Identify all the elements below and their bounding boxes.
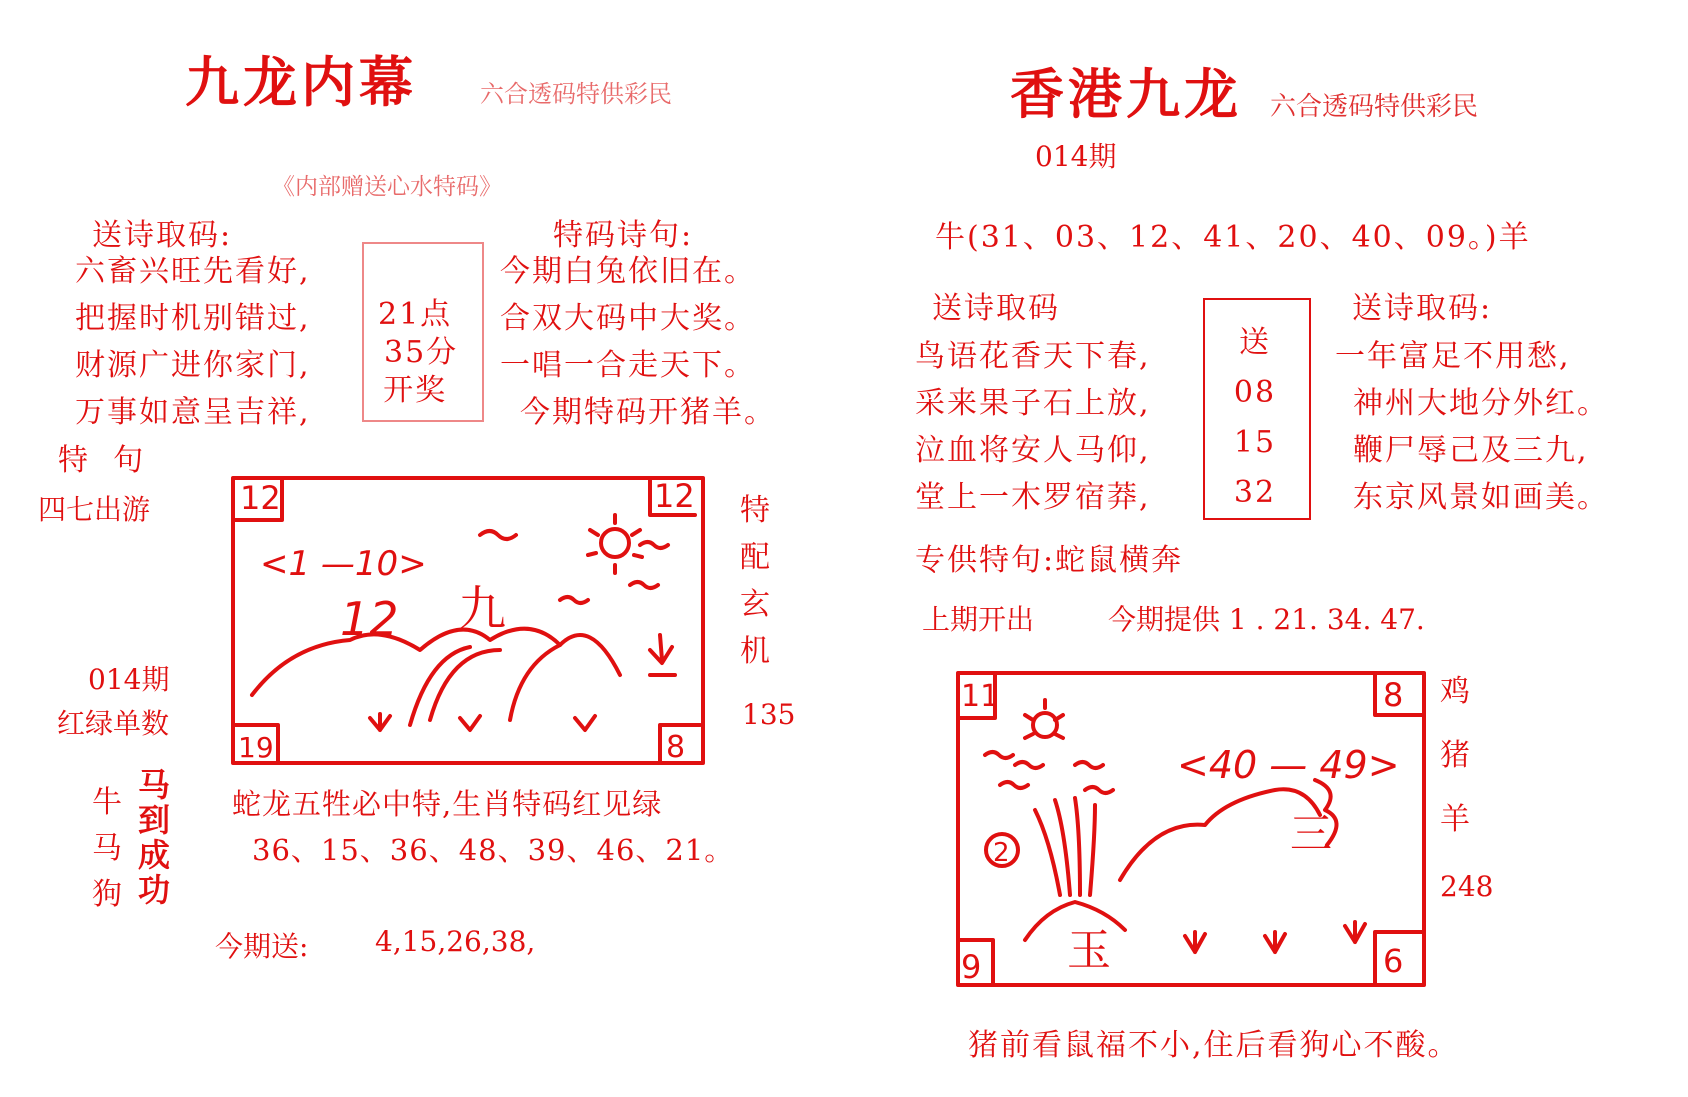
right-poem-heading-right: 送诗取码: (1352, 291, 1493, 326)
right-poem-right (1335, 333, 1609, 521)
draw-time (372, 296, 458, 410)
left-title: 九龙内幕 (185, 50, 417, 114)
right-numbers-line: 牛(31、03、12、41、20、40、09。)羊 (935, 220, 1531, 255)
tejv-label: 特 句 (58, 443, 146, 478)
sketch-char: 三 (1290, 809, 1333, 858)
poem-line: 神州大地分外红。 (1353, 386, 1609, 421)
poem-line: 财源广进你家门, (75, 348, 311, 383)
bird-icon (985, 752, 1113, 793)
mountain-ridge (252, 629, 620, 695)
sun-icon (601, 529, 629, 557)
corner-tr: 8 (1383, 676, 1404, 714)
bird-icon (480, 531, 516, 539)
box-number: 08 (1233, 375, 1277, 410)
right-bottom-line: 猪前看鼠福不小,住后看狗心不酸。 (968, 1028, 1460, 1063)
side-char: 猪 (1440, 738, 1472, 773)
zodiac-char: 功 (138, 871, 171, 909)
box-number: 15 (1233, 425, 1277, 460)
provide-line: 今期提供 1 . 21. 34. 47. (1108, 603, 1425, 636)
left-subtitle: 六合透码特供彩民 (480, 80, 672, 108)
right-title: 香港九龙 (1010, 62, 1242, 126)
box-label: 送 (1239, 325, 1271, 360)
send-box-content (1203, 318, 1307, 518)
special-line: 合双大码中大奖。 (500, 301, 756, 336)
side-char: 机 (740, 634, 772, 669)
send-label: 今期送: (215, 930, 309, 963)
zodiac-char: 成 (138, 836, 171, 874)
circled-number: 2 (993, 838, 1010, 868)
corner-bl: 19 (238, 731, 274, 764)
right-poem-heading-left: 送诗取码 (932, 291, 1060, 326)
arrow-icon (650, 635, 675, 675)
poem-line: 东京风景如画美。 (1353, 480, 1609, 515)
left-slogan: 蛇龙五牲必中特,生肖特码红见绿 (232, 787, 663, 821)
right-issue: 014期 (1035, 140, 1117, 173)
bird-icon (630, 582, 658, 588)
last-label: 上期开出 (922, 603, 1035, 636)
box-number: 32 (1233, 475, 1277, 510)
side-char: 特 (740, 493, 772, 528)
left-side-number: 135 (742, 698, 796, 731)
zodiac-char: 马 (92, 831, 122, 866)
corner-br: 6 (1383, 942, 1404, 980)
poem-line: 鸟语花香天下春, (915, 339, 1151, 374)
side-char: 鸡 (1440, 674, 1472, 709)
corner-tr: 12 (654, 477, 695, 515)
draw-time-hour: 21点 (378, 297, 453, 332)
corner-tl: 11 (961, 679, 1000, 714)
side-char: 玄 (740, 587, 772, 622)
draw-time-label: 开奖 (383, 373, 448, 408)
sketch-bottom-char: 玉 (1067, 925, 1111, 976)
grass-icon (1185, 922, 1365, 952)
reed-icon (1035, 798, 1095, 895)
right-poem-left (915, 333, 1151, 521)
grass-icon (370, 714, 595, 730)
bird-icon (640, 542, 668, 548)
poem-line: 一年富足不用愁, (1335, 339, 1571, 374)
right-side-vertical (1440, 660, 1472, 852)
corner-tl: 12 (240, 479, 281, 517)
right-sketch (955, 670, 1430, 988)
corner-br: 8 (666, 730, 686, 765)
left-sketch (230, 475, 710, 770)
left-issue: 014期 (88, 663, 170, 696)
mountain-slope (410, 645, 560, 725)
poem-line: 鞭尸辱己及三九, (1353, 433, 1589, 468)
draw-time-minute: 35分 (384, 335, 459, 370)
bird-icon (560, 597, 588, 603)
corner-bl: 9 (961, 948, 982, 986)
left-side-vertical (740, 487, 772, 675)
right-side-number: 248 (1440, 870, 1494, 903)
poem-line: 把握时机别错过, (75, 301, 311, 336)
send-numbers: 4,15,26,38, (375, 925, 536, 958)
left-poem (75, 248, 311, 436)
left-gift-heading: 《内部赠送心水特码》 (272, 174, 502, 200)
left-numbers: 36、15、36、48、39、46、21。 (252, 833, 735, 867)
left-color-hint: 红绿单数 (57, 707, 170, 740)
special-phrase: 专供特句:蛇鼠横奔 (915, 543, 1184, 578)
poem-line: 堂上一木罗宿莽, (915, 480, 1151, 515)
sun-rays (1025, 700, 1063, 738)
sketch-char: 九 (458, 581, 507, 637)
special-line: 一唱一合走天下。 (500, 348, 756, 383)
special-line: 今期白兔依旧在。 (500, 254, 756, 289)
left-special-heading: 特码诗句: (553, 218, 694, 253)
poem-line: 六畜兴旺先看好, (75, 254, 311, 289)
side-char: 配 (740, 540, 772, 575)
poem-line: 泣血将安人马仰, (915, 433, 1151, 468)
left-poem-heading: 送诗取码: (92, 218, 233, 253)
left-special-lines (500, 248, 776, 436)
sketch-number: 12 (340, 592, 399, 646)
sketch-range: <1 —10> (260, 544, 427, 584)
poem-line: 采来果子石上放, (915, 386, 1151, 421)
zodiac-col2 (138, 768, 170, 908)
right-subtitle: 六合透码特供彩民 (1270, 92, 1479, 122)
sun-rays (588, 515, 642, 573)
zodiac-char: 到 (138, 801, 171, 839)
poem-line: 万事如意呈吉祥, (75, 395, 311, 430)
side-char: 羊 (1440, 802, 1472, 837)
zodiac-char: 狗 (92, 877, 122, 912)
special-line: 今期特码开猪羊。 (520, 395, 776, 430)
zodiac-char: 马 (138, 766, 171, 804)
zodiac-col1 (92, 780, 122, 918)
tejv-value: 四七出游 (38, 493, 151, 526)
sketch-range: <40 — 49> (1177, 743, 1400, 787)
zodiac-char: 牛 (92, 785, 122, 820)
